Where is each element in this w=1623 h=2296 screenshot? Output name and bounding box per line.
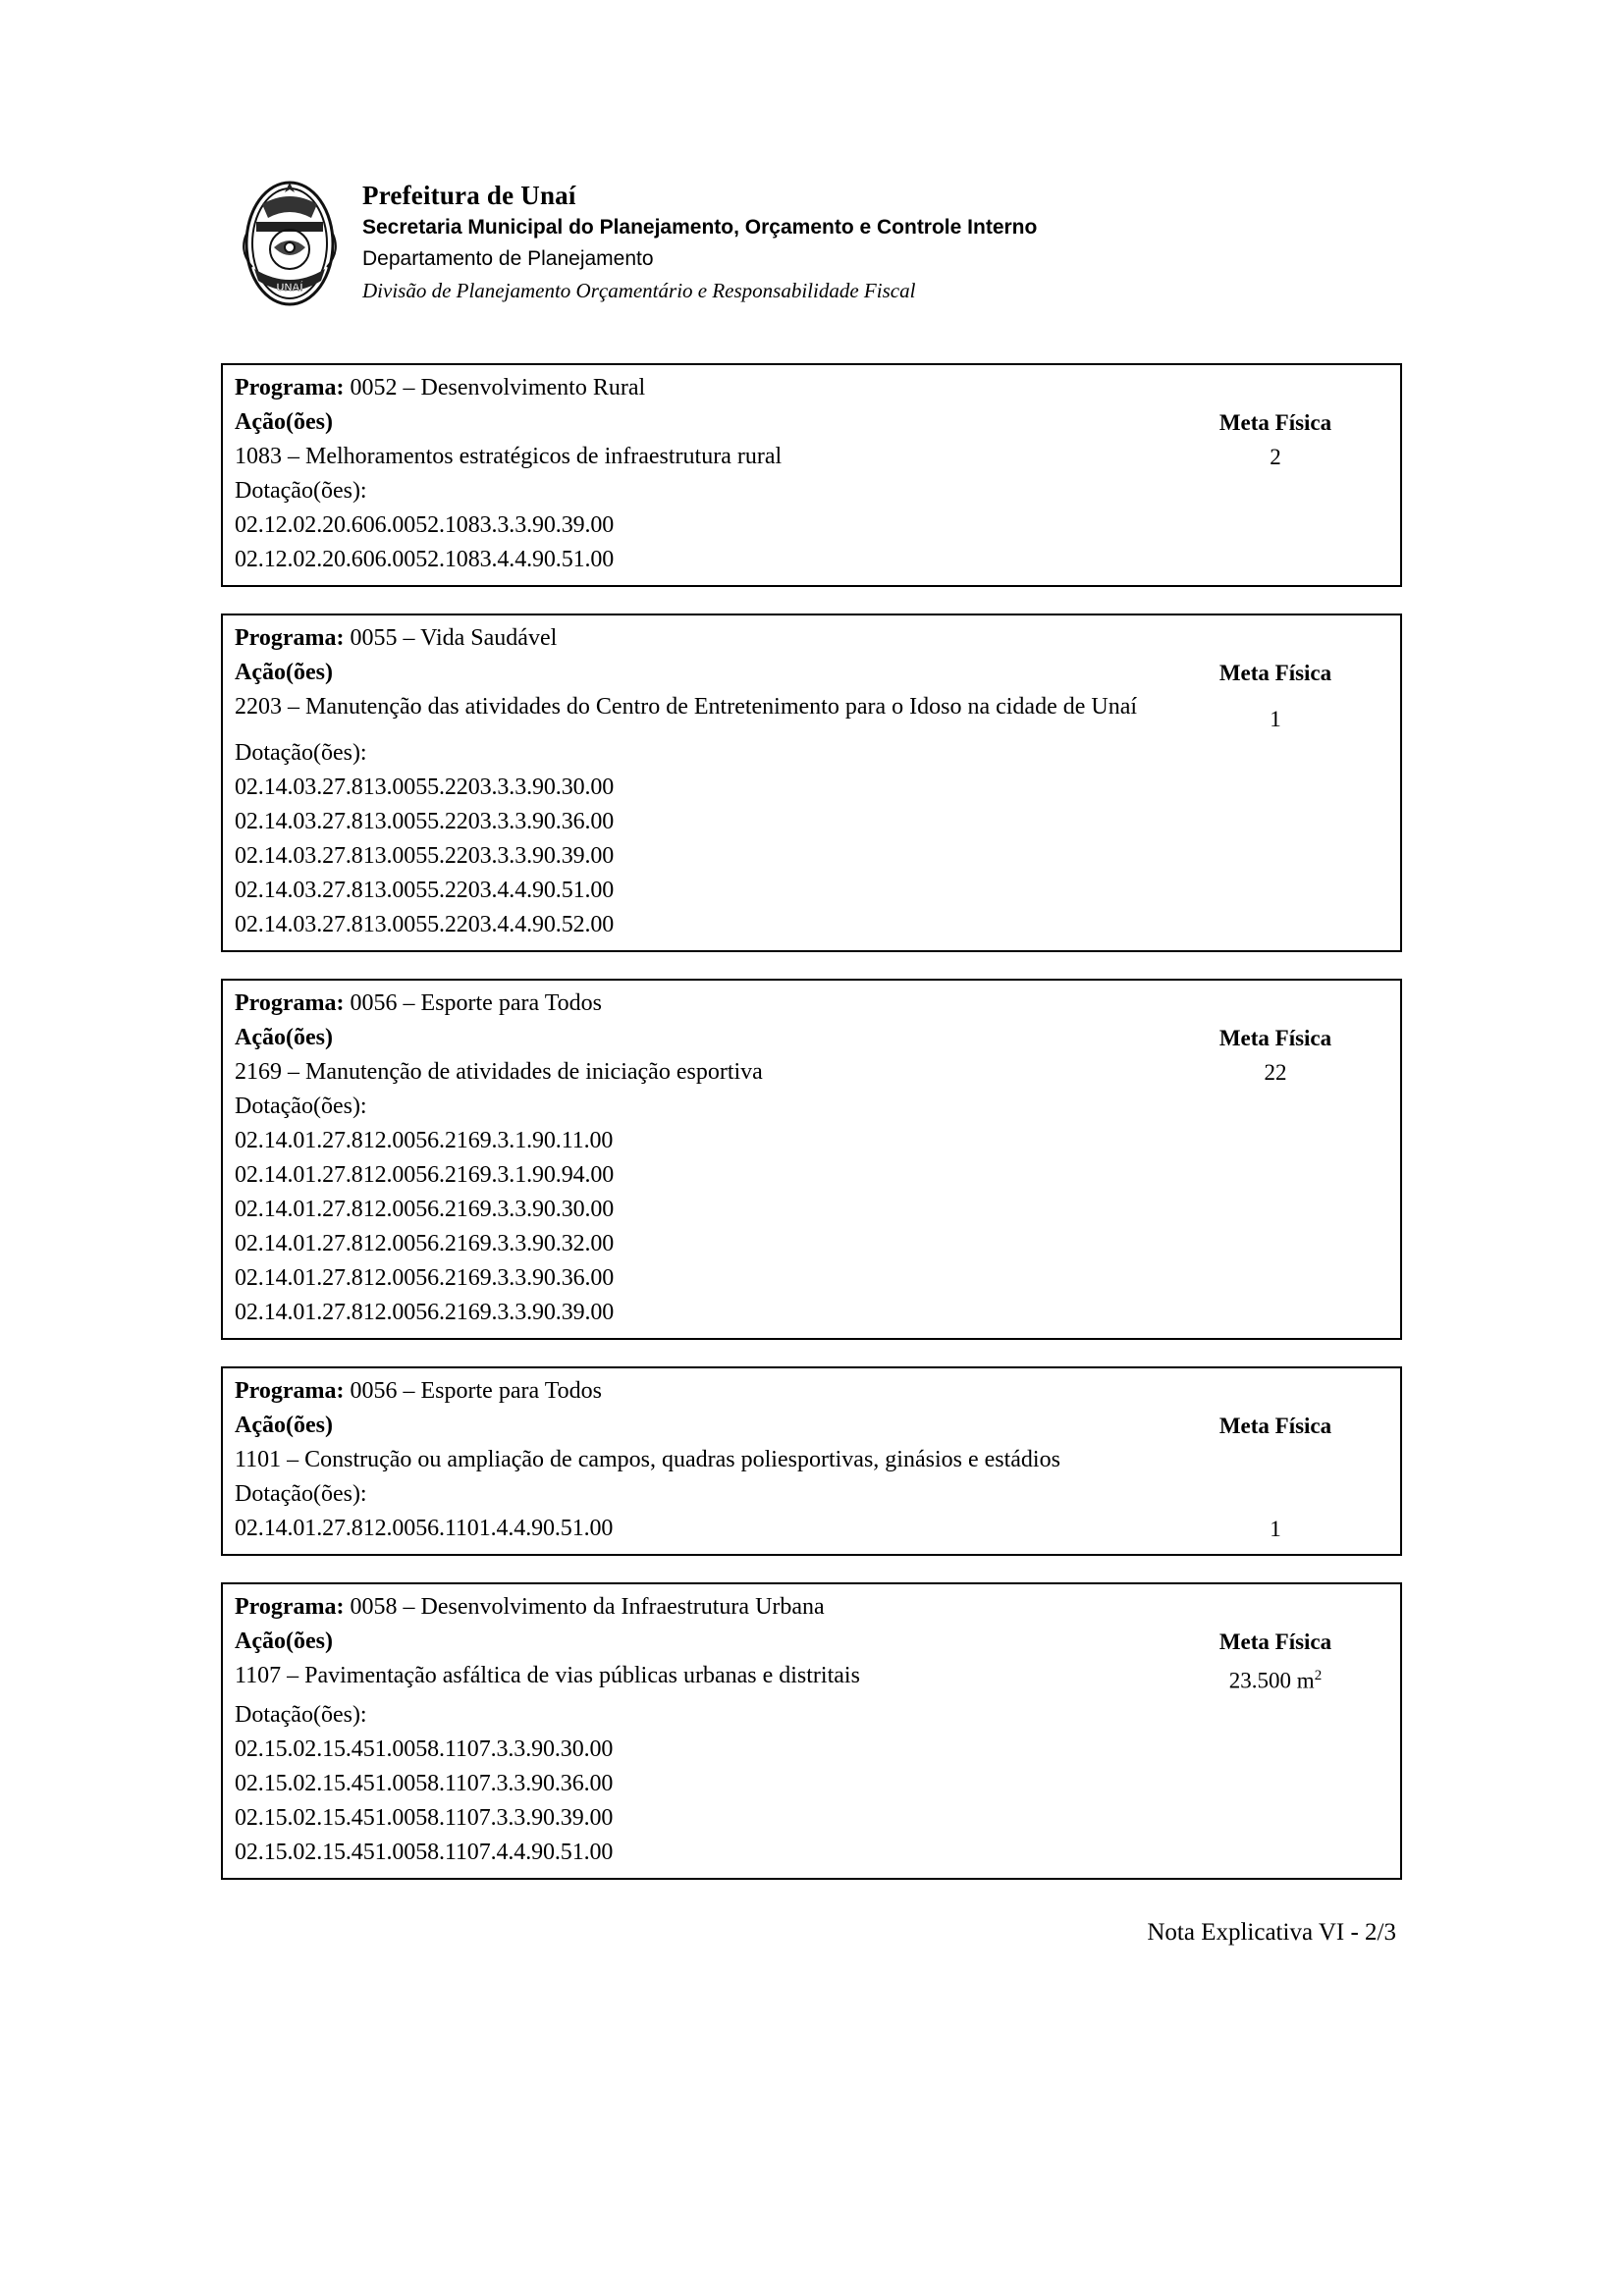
subdepartment-name: Departamento de Planejamento <box>362 247 654 270</box>
programa-label: Programa: <box>235 1594 345 1620</box>
dotacao-item: 02.14.01.27.812.0056.2169.3.1.90.94.00 <box>235 1162 615 1188</box>
division-name: Divisão de Planejamento Orçamentário e Responsabilidade Fiscal <box>362 279 916 302</box>
programa-line <box>235 987 1388 1021</box>
meta-fisica-value: 2 <box>1270 445 1281 469</box>
page-footer: Nota Explicativa VI - 2/3 <box>1147 1918 1396 1946</box>
dotacao-item: 02.14.03.27.813.0055.2203.3.3.90.30.00 <box>235 774 615 800</box>
programa-value: 0055 – Vida Saudável <box>350 625 558 651</box>
acao-text: 1101 – Construção ou ampliação de campos, quadras poliesportivas, ginásios e estádios <box>235 1447 1060 1472</box>
dotacao-item: 02.14.01.27.812.0056.2169.3.1.90.11.00 <box>235 1128 614 1153</box>
svg-text:UNAÍ: UNAÍ <box>276 282 303 294</box>
dotacao-item: 02.14.01.27.812.0056.1101.4.4.90.51.00 <box>235 1516 614 1541</box>
meta-fisica-label: Meta Física <box>1218 1629 1332 1654</box>
dotacao-item: 02.14.03.27.813.0055.2203.4.4.90.51.00 <box>235 878 615 903</box>
programa-line <box>235 621 1388 656</box>
meta-fisica-value: 1 <box>1270 707 1281 731</box>
acao-text: 1083 – Melhoramentos estratégicos de infraestrutura rural <box>235 444 783 469</box>
meta-fisica-value: 1 <box>1270 1517 1281 1541</box>
program-box-list <box>221 363 1402 1880</box>
program-box <box>221 614 1402 952</box>
program-box <box>221 1366 1402 1556</box>
dotacao-label: Dotação(ões): <box>235 1701 367 1728</box>
dotacao-item: 02.14.03.27.813.0055.2203.3.3.90.39.00 <box>235 843 615 869</box>
program-box <box>221 1582 1402 1880</box>
header-text-block <box>362 167 1037 306</box>
dotacao-item: 02.14.03.27.813.0055.2203.3.3.90.36.00 <box>235 809 615 834</box>
dotacao-item: 02.14.03.27.813.0055.2203.4.4.90.52.00 <box>235 912 615 937</box>
dotacao-item: 02.15.02.15.451.0058.1107.3.3.90.30.00 <box>235 1735 614 1762</box>
dotacao-item: 02.12.02.20.606.0052.1083.3.3.90.39.00 <box>235 512 615 538</box>
acao-text: 2169 – Manutenção de atividades de iniciação esportiva <box>235 1059 763 1085</box>
org-name: Prefeitura de Unaí <box>362 181 576 210</box>
dotacao-label: Dotação(ões): <box>235 478 367 504</box>
dotacao-item: 02.15.02.15.451.0058.1107.3.3.90.36.00 <box>235 1770 614 1796</box>
programa-line <box>235 1374 1388 1409</box>
coat-of-arms-icon <box>231 175 349 312</box>
meta-fisica-number: 23.500 m <box>1228 1668 1315 1693</box>
meta-fisica-value: 22 <box>1264 1060 1287 1085</box>
dotacao-item: 02.12.02.20.606.0052.1083.4.4.90.51.00 <box>235 547 615 572</box>
meta-fisica-label: Meta Física <box>1218 410 1332 435</box>
programa-value: 0056 – Esporte para Todos <box>350 990 603 1016</box>
program-box <box>221 979 1402 1340</box>
programa-line <box>235 371 1388 405</box>
acao-label: Ação(ões) <box>235 1629 333 1654</box>
acao-label: Ação(ões) <box>235 1413 333 1438</box>
programa-label: Programa: <box>235 990 345 1016</box>
programa-value: 0056 – Esporte para Todos <box>350 1378 603 1404</box>
meta-fisica-value <box>1163 1659 1388 1698</box>
acao-text: 1107 – Pavimentação asfáltica de vias públicas urbanas e distritais <box>235 1663 860 1688</box>
dotacao-item: 02.14.01.27.812.0056.2169.3.3.90.36.00 <box>235 1265 615 1291</box>
programa-line <box>235 1590 1388 1625</box>
programa-label: Programa: <box>235 625 345 651</box>
programa-label: Programa: <box>235 1378 345 1404</box>
programa-value: 0052 – Desenvolvimento Rural <box>350 375 646 400</box>
dotacao-item: 02.15.02.15.451.0058.1107.3.3.90.39.00 <box>235 1804 614 1831</box>
department-name: Secretaria Municipal do Planejamento, Orçamento e Controle Interno <box>362 216 1038 239</box>
meta-fisica-label: Meta Física <box>1218 661 1332 685</box>
dotacao-label: Dotação(ões): <box>235 740 367 766</box>
programa-value: 0058 – Desenvolvimento da Infraestrutura Urbana <box>350 1594 825 1620</box>
acao-label: Ação(ões) <box>235 1025 333 1050</box>
acao-label: Ação(ões) <box>235 660 333 685</box>
meta-fisica-label: Meta Física <box>1218 1026 1332 1050</box>
dotacao-item: 02.14.01.27.812.0056.2169.3.3.90.32.00 <box>235 1231 615 1256</box>
programa-label: Programa: <box>235 375 345 400</box>
dotacao-label: Dotação(ões): <box>235 1094 367 1119</box>
dotacao-item: 02.15.02.15.451.0058.1107.4.4.90.51.00 <box>235 1839 614 1865</box>
program-box <box>221 363 1402 587</box>
acao-text: 2203 – Manutenção das atividades do Centro de Entretenimento para o Idoso na cidade de Unaí <box>235 694 1138 720</box>
dotacao-label: Dotação(ões): <box>235 1481 367 1507</box>
acao-label: Ação(ões) <box>235 409 333 435</box>
dotacao-item: 02.14.01.27.812.0056.2169.3.3.90.30.00 <box>235 1197 615 1222</box>
document-header <box>231 167 1402 312</box>
dotacao-item: 02.14.01.27.812.0056.2169.3.3.90.39.00 <box>235 1300 615 1325</box>
meta-fisica-label: Meta Física <box>1218 1414 1332 1438</box>
meta-fisica-unit-exponent: 2 <box>1314 1668 1323 1683</box>
